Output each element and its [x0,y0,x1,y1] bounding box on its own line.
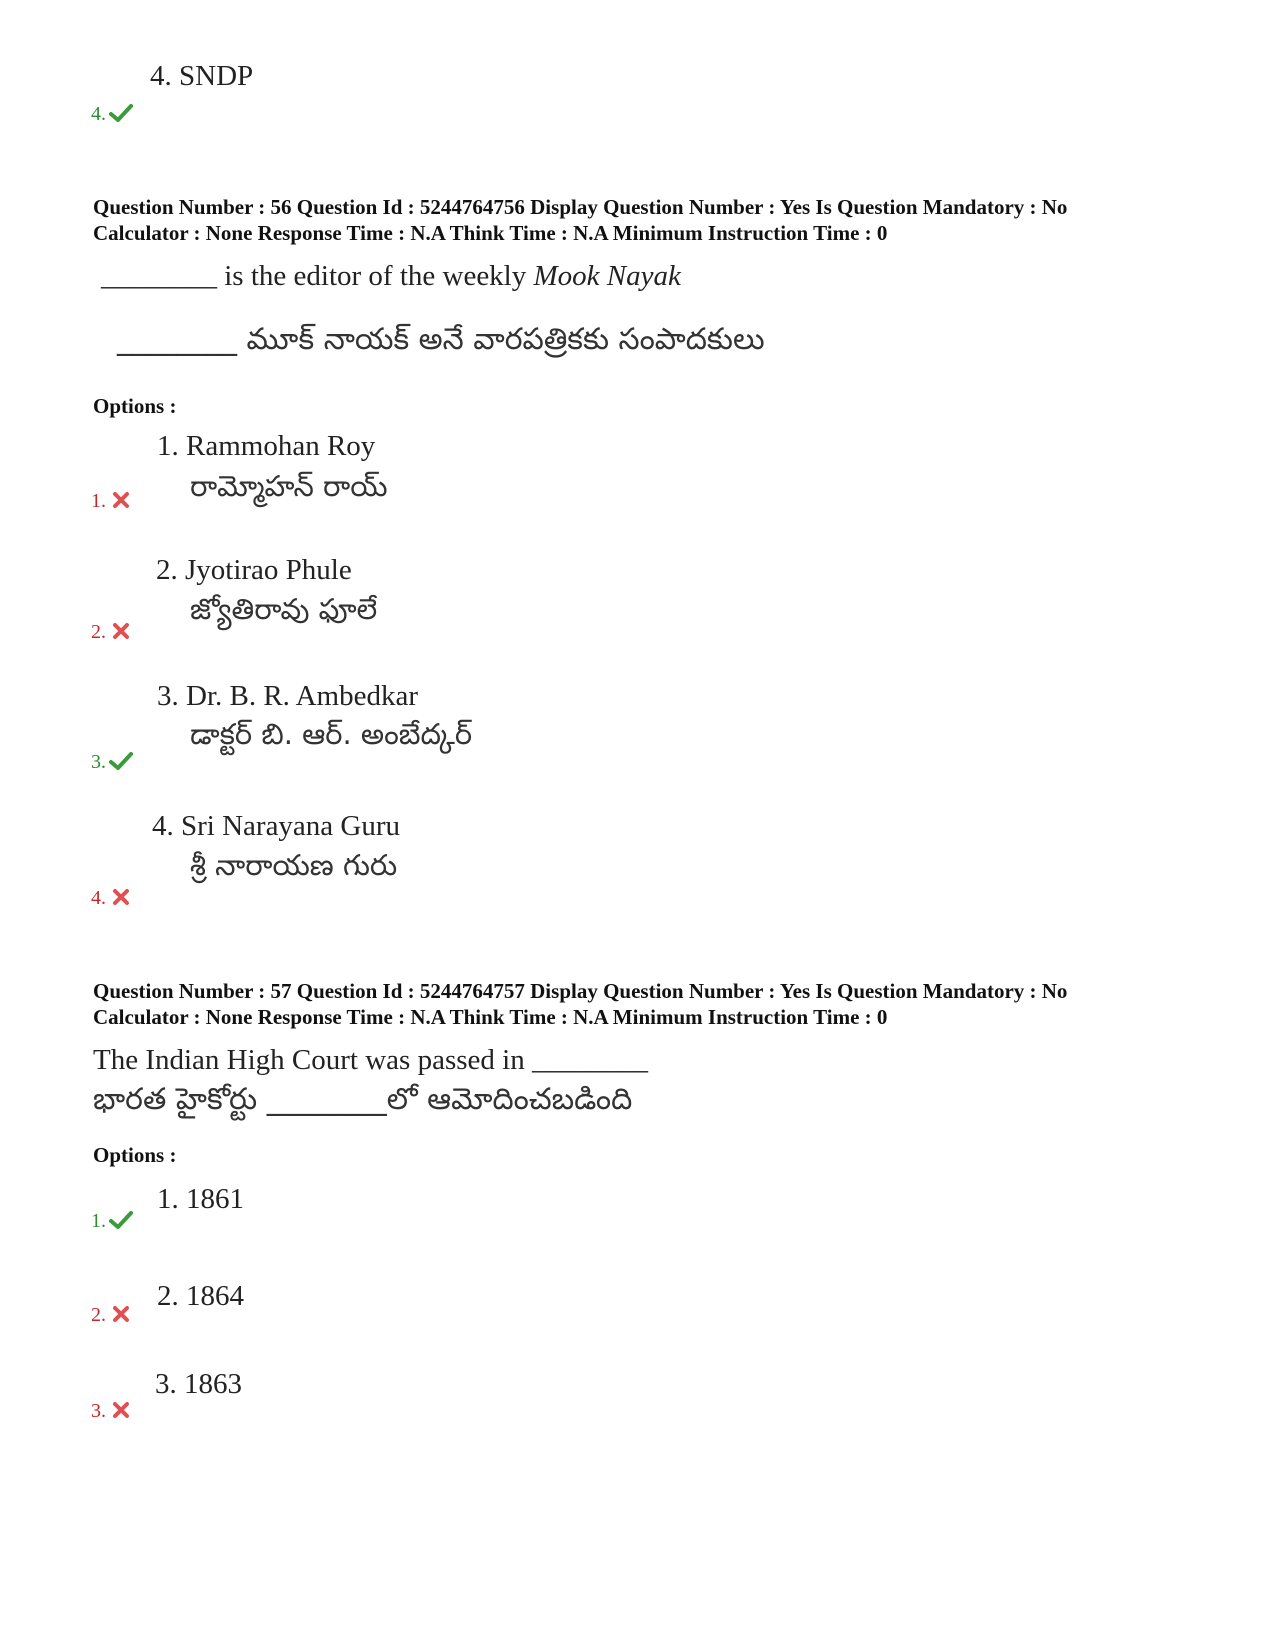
q56-option-4-marker [91,887,133,910]
q56-option-2-en: 2. Jyotirao Phule [156,554,352,586]
q56-option-2-te: జ్యోతిరావు ఫూలే [190,592,378,626]
prev-option-4-label: 4. [91,103,106,125]
q57-question-en: The Indian High Court was passed in ________ [93,1044,648,1076]
q56-option-1-te: రామ్మోహన్ రాయ్ [190,469,388,503]
prev-option-4-text: 4. SNDP [150,60,254,92]
q56-meta-line1: Question Number : 56 Question Id : 5244764756 Display Question Number : Yes Is Question Mandatory : No [93,195,1068,219]
cross-icon [109,1400,133,1420]
q56-option-2-label: 2. [91,621,106,643]
q57-blank-te: ________ [266,1082,387,1117]
q56-question-en-mid: is the editor of the weekly [217,260,534,292]
q56-option-1-en: 1. Rammohan Roy [157,430,376,462]
q57-meta-line1: Question Number : 57 Question Id : 5244764757 Display Question Number : Yes Is Question Mandatory : No [93,979,1068,1003]
check-icon [109,1210,133,1230]
q56-option-4-te: శ్రీ నారాయణ గురు [190,848,398,882]
q57-question-te [93,1082,632,1124]
q56-blank-en: ________ [101,260,217,292]
q56-option-3-en: 3. Dr. B. R. Ambedkar [157,680,418,712]
q56-question-en [101,260,681,293]
cross-icon [109,621,133,641]
q56-option-3-marker [91,751,133,774]
q57-option-2-marker [91,1304,133,1327]
check-icon [109,103,133,123]
cross-icon [109,490,133,510]
cross-icon [109,1304,133,1324]
q56-question-te-rest: మూక్ నాయక్ అనే వారపత్రికకు సంపాదకులు [237,322,765,357]
q57-options-label: Options : [93,1143,177,1167]
q56-option-4-label: 4. [91,887,106,909]
q56-option-3-label: 3. [91,751,106,773]
q57-question-te-b: లో ఆమోదించబడింది [386,1082,633,1117]
q56-option-4-en: 4. Sri Narayana Guru [152,810,401,842]
q56-option-1-marker [91,490,133,513]
q57-option-3-en: 3. 1863 [155,1368,242,1400]
cross-icon [109,887,133,907]
q57-option-2-en: 2. 1864 [157,1280,244,1312]
q57-question-te-a: భారత హైకోర్టు [93,1082,267,1117]
q56-question-te [117,322,765,364]
q56-meta-line2: Calculator : None Response Time : N.A Think Time : N.A Minimum Instruction Time : 0 [93,221,888,245]
q57-meta [93,978,1067,1030]
prev-option-4-marker [91,103,133,126]
q56-options-label: Options : [93,394,177,418]
q57-option-2-label: 2. [91,1304,106,1326]
q57-option-1-label: 1. [91,1210,106,1232]
q57-option-3-label: 3. [91,1400,106,1422]
q56-blank-te: ________ [117,322,237,357]
q57-option-1-en: 1. 1861 [157,1183,244,1215]
check-icon [109,751,133,771]
q57-option-3-marker [91,1400,133,1423]
q56-meta [93,194,1067,246]
q56-question-en-italic: Mook Nayak [533,260,681,292]
q56-option-3-te: డాక్టర్ బి. ఆర్. అంబేద్కర్ [190,717,473,751]
q56-option-2-marker [91,621,133,644]
q56-option-1-label: 1. [91,490,106,512]
q57-meta-line2: Calculator : None Response Time : N.A Think Time : N.A Minimum Instruction Time : 0 [93,1005,888,1029]
q57-option-1-marker [91,1210,133,1233]
